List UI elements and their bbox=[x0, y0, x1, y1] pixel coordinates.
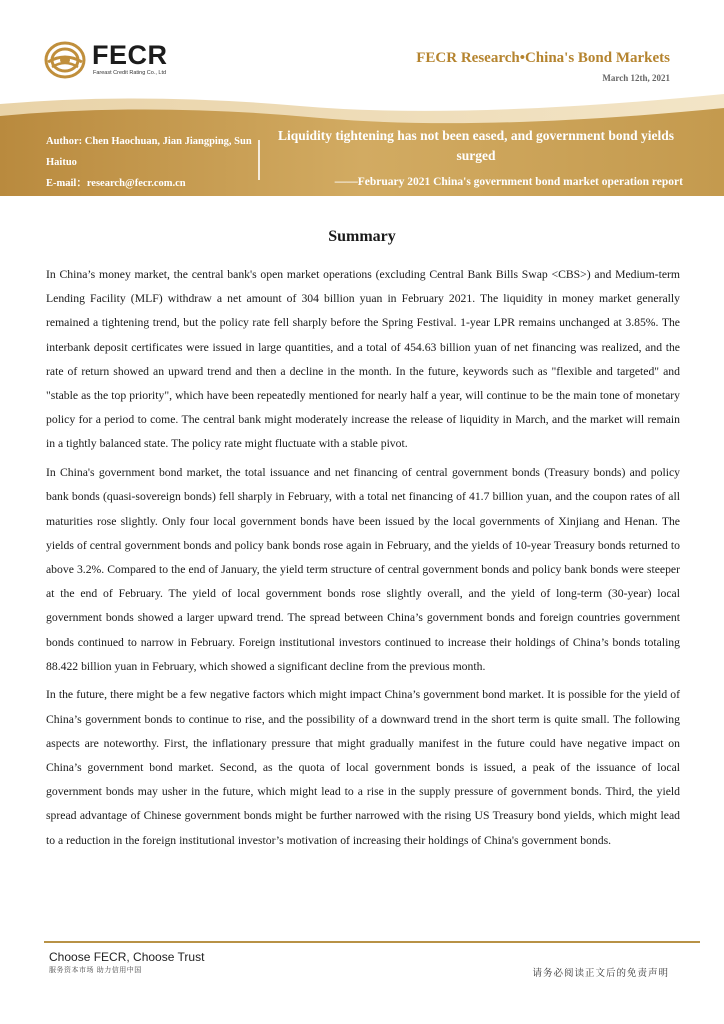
logo-company-name: Fareast Credit Rating Co., Ltd bbox=[93, 70, 167, 76]
fecr-logo bbox=[44, 40, 194, 82]
footer-slogan: Choose FECR, Choose Trust bbox=[49, 950, 205, 964]
author-names: Author: Chen Haochuan, Jian Jiangping, Sun Haituo bbox=[46, 136, 252, 168]
fecr-logo-icon bbox=[44, 40, 86, 80]
report-title: Liquidity tightening has not been eased, and government bond yields surged bbox=[277, 128, 675, 163]
footer-slogan-chinese: 服务资本市场 助力信用中国 bbox=[49, 966, 142, 974]
report-date: March 12th, 2021 bbox=[602, 73, 670, 83]
summary-paragraph-bond-market: In China's government bond market, the total issuance and net financing of central government bonds (Treasury bonds) and policy bank bonds (quasi-sovereign bonds) fell sharply in February, with a total net financing of 41.7 billion yuan, and the coupon rates of all maturities rose slightly. Only four local government bonds have been issued by the local governments of Xinjiang and Henan. The yields of central government bonds and policy bank bonds rose again in February, and the yields of 10-year Treasury bonds returned to above 3.2%. Compared to the end of January, the yield term structure of central government bonds and policy bank bonds were steeper at the end of February. The yield of local government bonds rose slightly overall, and the yield of long-term (30-year) local government bonds showed a larger upward trend. The spread between China’s government bonds and foreign countries government bonds continued to narrow in February. Foreign institutional investors continued to increase their holdings of China’s bonds totaling 88.422 billion yuan in February, which showed a significant decline from the previous month. bbox=[46, 466, 680, 673]
summary-paragraph-money-market: In China’s money market, the central bank's open market operations (excluding Central Bank Bills Swap <CBS>) and Medium-term Lending Facility (MLF) withdraw a net amount of 304 billion yuan in February 2021. The liquidity in money market generally remained a tightening trend, but the policy rate fell sharply before the Spring Festival. 1-year LPR remains unchanged at 3.85%. The interbank deposit certificates were issued in large quantities, and a total of 454.63 billion yuan of net financing was realized, and the rate of return showed an upward trend and then a decline in the month. In the future, keywords such as "flexible and targeted" and "stable as the top priority", which have been repeatedly mentioned for nearly half a year, will continue to be the main tone of monetary policy for a period to come. The central bank might moderately increase the release of liquidity in March, and the market will remain in a tightly balanced state. The policy rate might fluctuate with a stable pivot. bbox=[46, 268, 680, 451]
series-title: FECR Research•China's Bond Markets bbox=[416, 50, 670, 66]
summary-heading: Summary bbox=[328, 228, 396, 245]
report-subtitle: ——February 2021 China's government bond market operation report bbox=[334, 176, 683, 188]
summary-body bbox=[46, 263, 680, 857]
banner-divider bbox=[258, 140, 260, 180]
summary-paragraph-outlook: In the future, there might be a few negative factors which might impact China’s government bond market. It is possible for the yield of China’s government bonds to continue to rise, and the possibility of a downward trend in the short term is quite small. The following aspects are noteworthy. First, the inflationary pressure that might gradually manifest in the future could have negative impact on China’s government bond market. Second, as the quota of local government bonds is issued, a peak of the issuance of local government bonds may usher in the future, which might lead to a rise in the supply pressure of government bonds. Third, the yield spread advantage of Chinese government bonds might be further narrowed with the rising US Treasury bond yields, which might lead to a reduction in the foreign institutional investor’s motivation of increasing their holdings of China's government bonds. bbox=[46, 688, 680, 847]
logo-wordmark: FECR bbox=[92, 40, 168, 70]
footer-disclaimer-note: 请务必阅读正文后的免责声明 bbox=[532, 968, 669, 979]
author-email[interactable]: E-mail：research@fecr.com.cn bbox=[46, 178, 186, 189]
author-info bbox=[46, 131, 256, 194]
footer-divider bbox=[44, 941, 700, 943]
